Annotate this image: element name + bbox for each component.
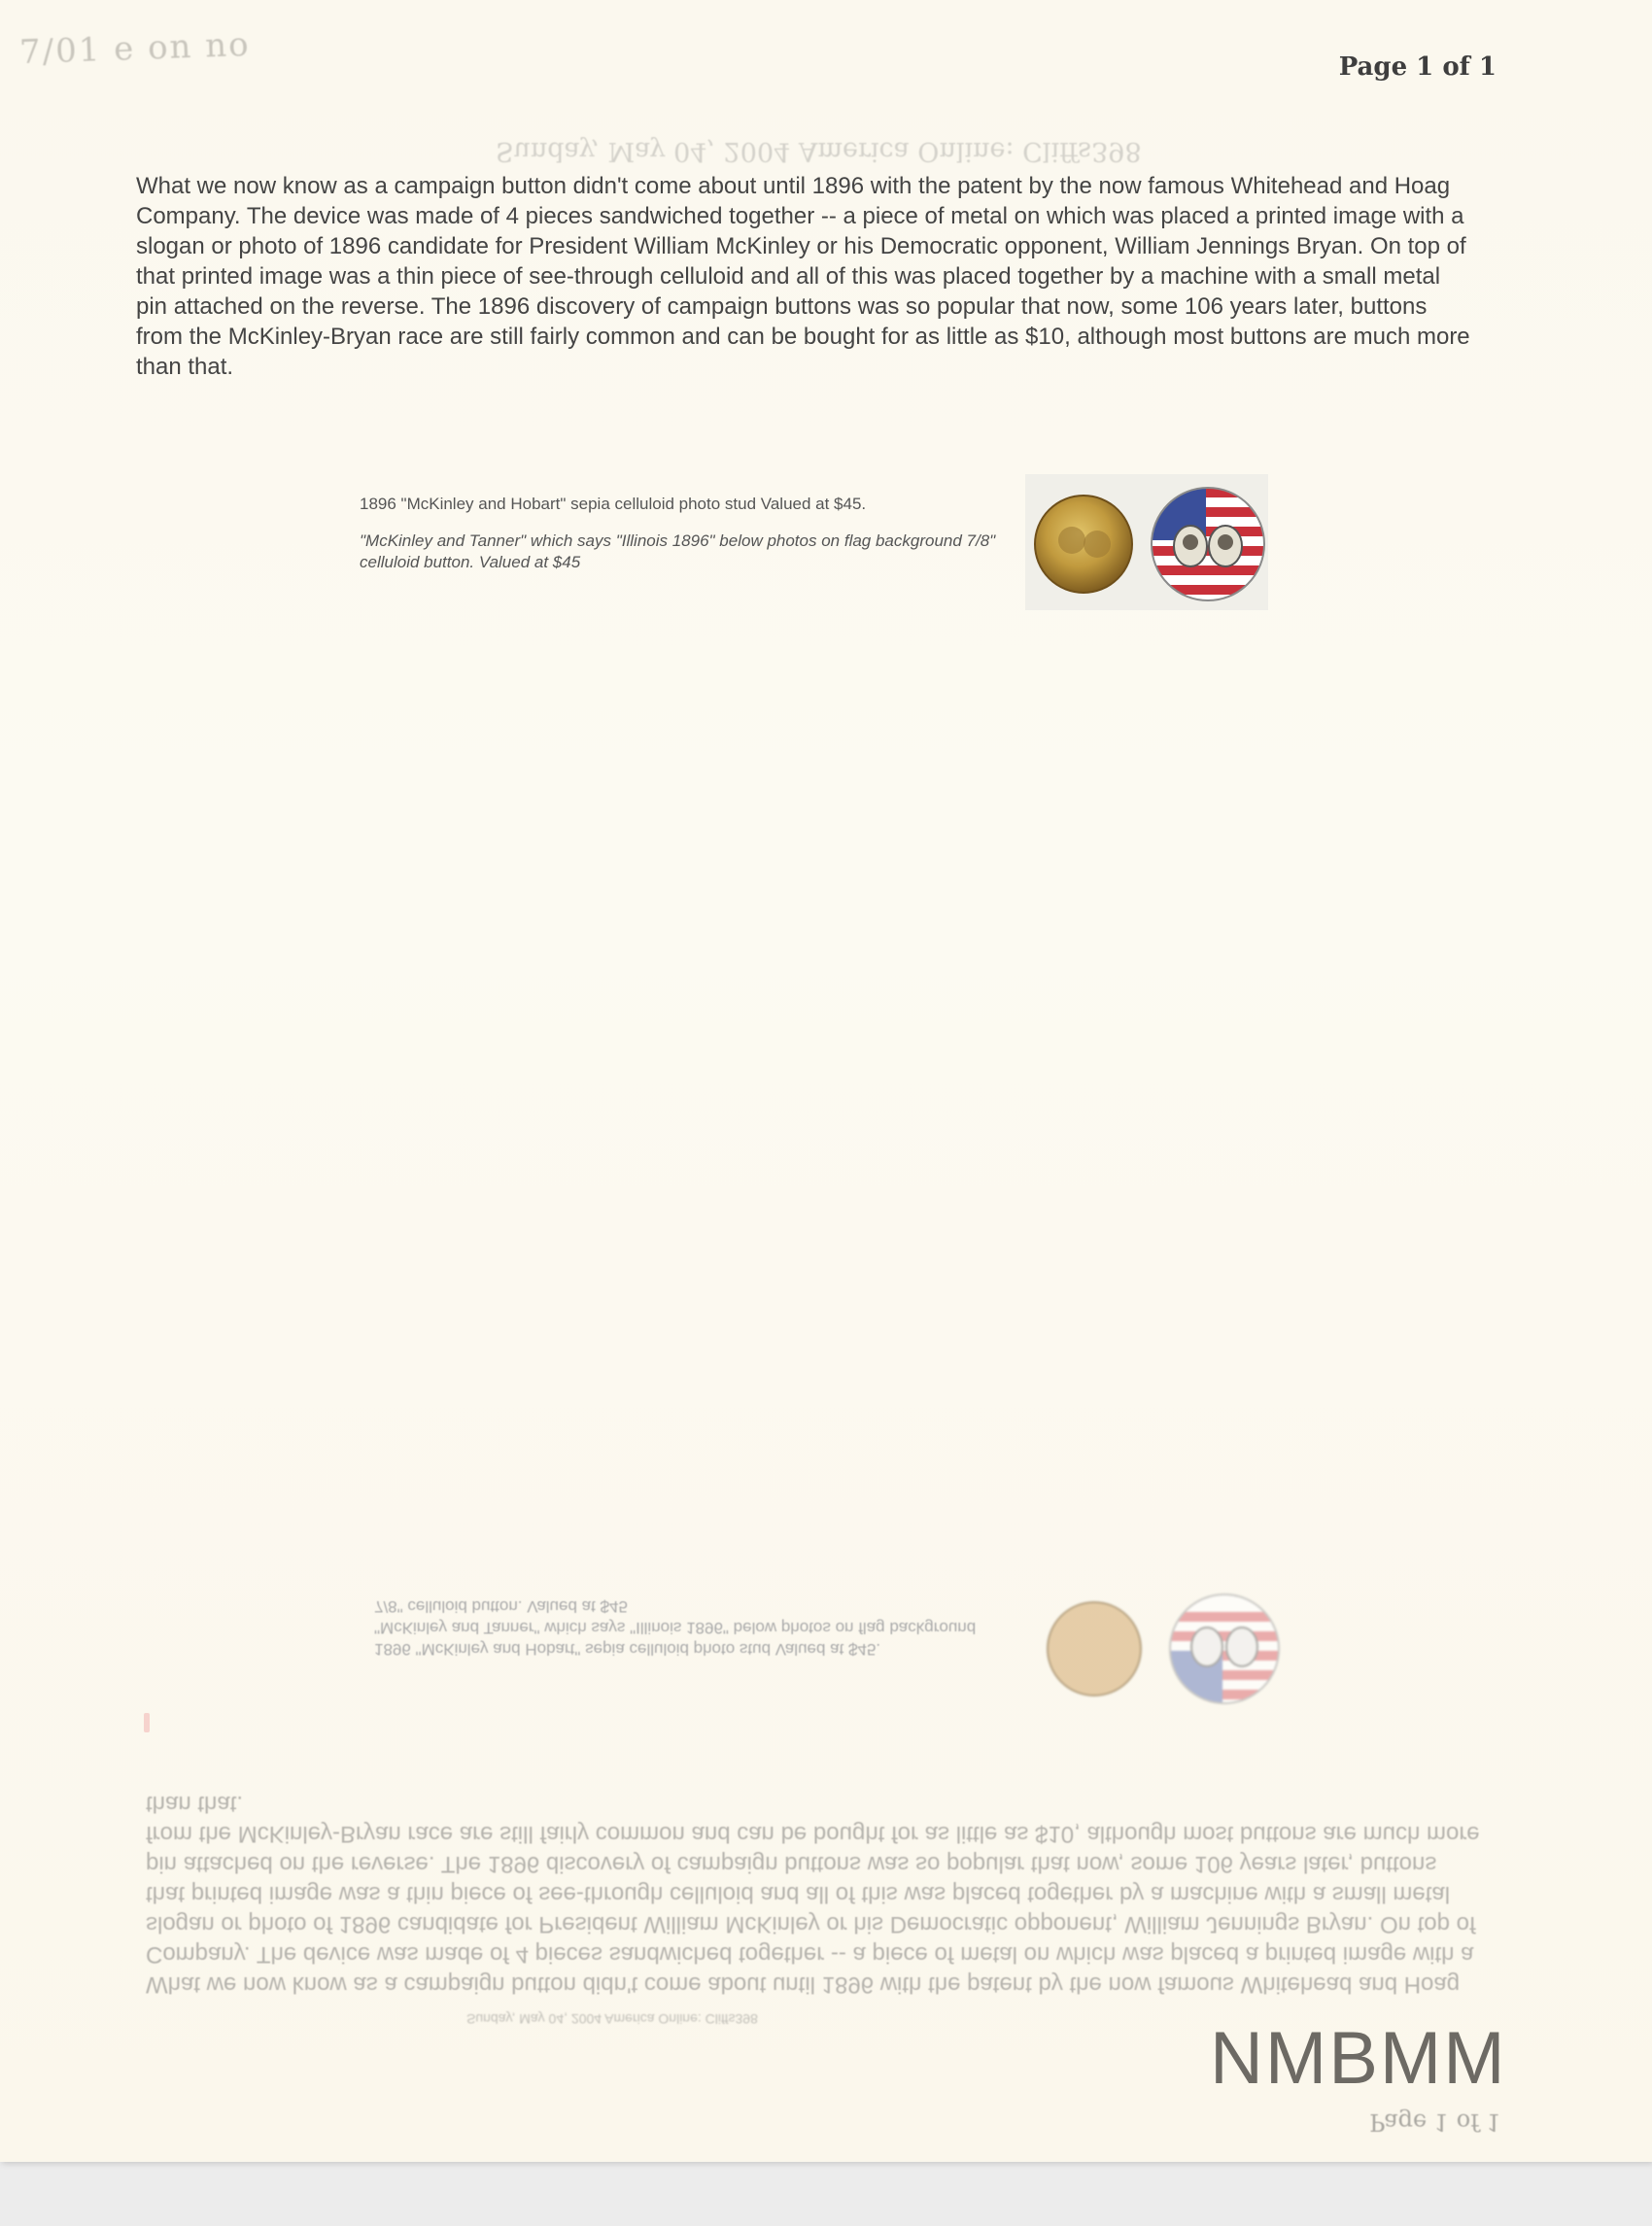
caption-mckinley-hobart: 1896 "McKinley and Hobart" sepia celluloid photo stud Valued at $45. xyxy=(360,495,867,513)
campaign-buttons-photo xyxy=(1025,474,1268,610)
page-number: Page 1 of 1 xyxy=(1338,52,1497,82)
corner-bleed-text: 7/01 e on no xyxy=(18,24,252,73)
bleed-footer: Sunday, May 04, 2004 America Online: Cliffs398 xyxy=(466,2011,758,2027)
watermark-logo: NMBMM xyxy=(1210,2017,1507,2100)
paper-mark xyxy=(144,1713,150,1732)
article-paragraph: What we now know as a campaign button didn't come about until 1896 with the patent by the now famous Whitehead and Hoag Company. The device was made of 4 pieces sandwiched together -- a piece of metal on which was placed a printed image with a slogan or photo of 1896 candidate for President William McKinley or his Democratic opponent, William Jennings Bryan. On top of that printed image was a thin piece of see-through celluloid and all of this was placed together by a machine with a small metal pin attached on the reverse. The 1896 discovery of campaign buttons was so popular that now, some 106 years later, buttons from the McKinley-Bryan race are still fairly common and can be bought for as little as $10, although most buttons are much more than that. xyxy=(136,173,1470,380)
article-body xyxy=(136,171,1477,400)
bleed-caption-2: "McKinley and Tanner" which says "Illinois 1896" below photos on flag background 7/8" celluloid button. Valued at $45 xyxy=(374,1597,977,1637)
bleed-article-body xyxy=(146,1766,1487,2000)
sepia-stud-icon xyxy=(1035,496,1132,593)
flag-button-bleed-icon xyxy=(1166,1589,1283,1705)
bleed-captions xyxy=(374,1595,1006,1660)
header-bleed-title: Sunday, May 04, 2004 America Online: Cliffs398 xyxy=(496,136,1142,166)
flag-button-icon xyxy=(1150,486,1266,602)
bleed-caption-1: 1896 "McKinley and Hobart" sepia celluloid photo stud Valued at $45. xyxy=(374,1640,881,1659)
sepia-stud-bleed-icon xyxy=(1048,1602,1141,1695)
caption-mckinley-tanner: "McKinley and Tanner" which says "Illinois 1896" below photos on flag background 7/8" celluloid button. Valued at $45 xyxy=(360,531,996,571)
bleed-paragraph: What we now know as a campaign button didn't come about until 1896 with the patent by the now famous Whitehead and Hoag Company. The device was made of 4 pieces sandwiched together -- a piece of metal on which was placed a printed image with a slogan or photo of 1896 candidate for President William McKinley or his Democratic opponent, William Jennings Bryan. On top of that printed image was a thin piece of see-through celluloid and all of this was placed together by a machine with a small metal pin attached on the reverse. The 1896 discovery of campaign buttons was so popular that now, some 106 years later, buttons from the McKinley-Bryan race are still fairly common and can be bought for as little as $10, although most buttons are much more than that. xyxy=(146,1791,1480,1998)
item-captions xyxy=(360,494,1001,573)
bleed-page-number: Page 1 of 1 xyxy=(1369,2108,1501,2136)
campaign-buttons-svg xyxy=(1025,474,1268,610)
campaign-buttons-bleed-svg xyxy=(1030,1589,1292,1715)
campaign-buttons-bleed xyxy=(1030,1589,1292,1715)
